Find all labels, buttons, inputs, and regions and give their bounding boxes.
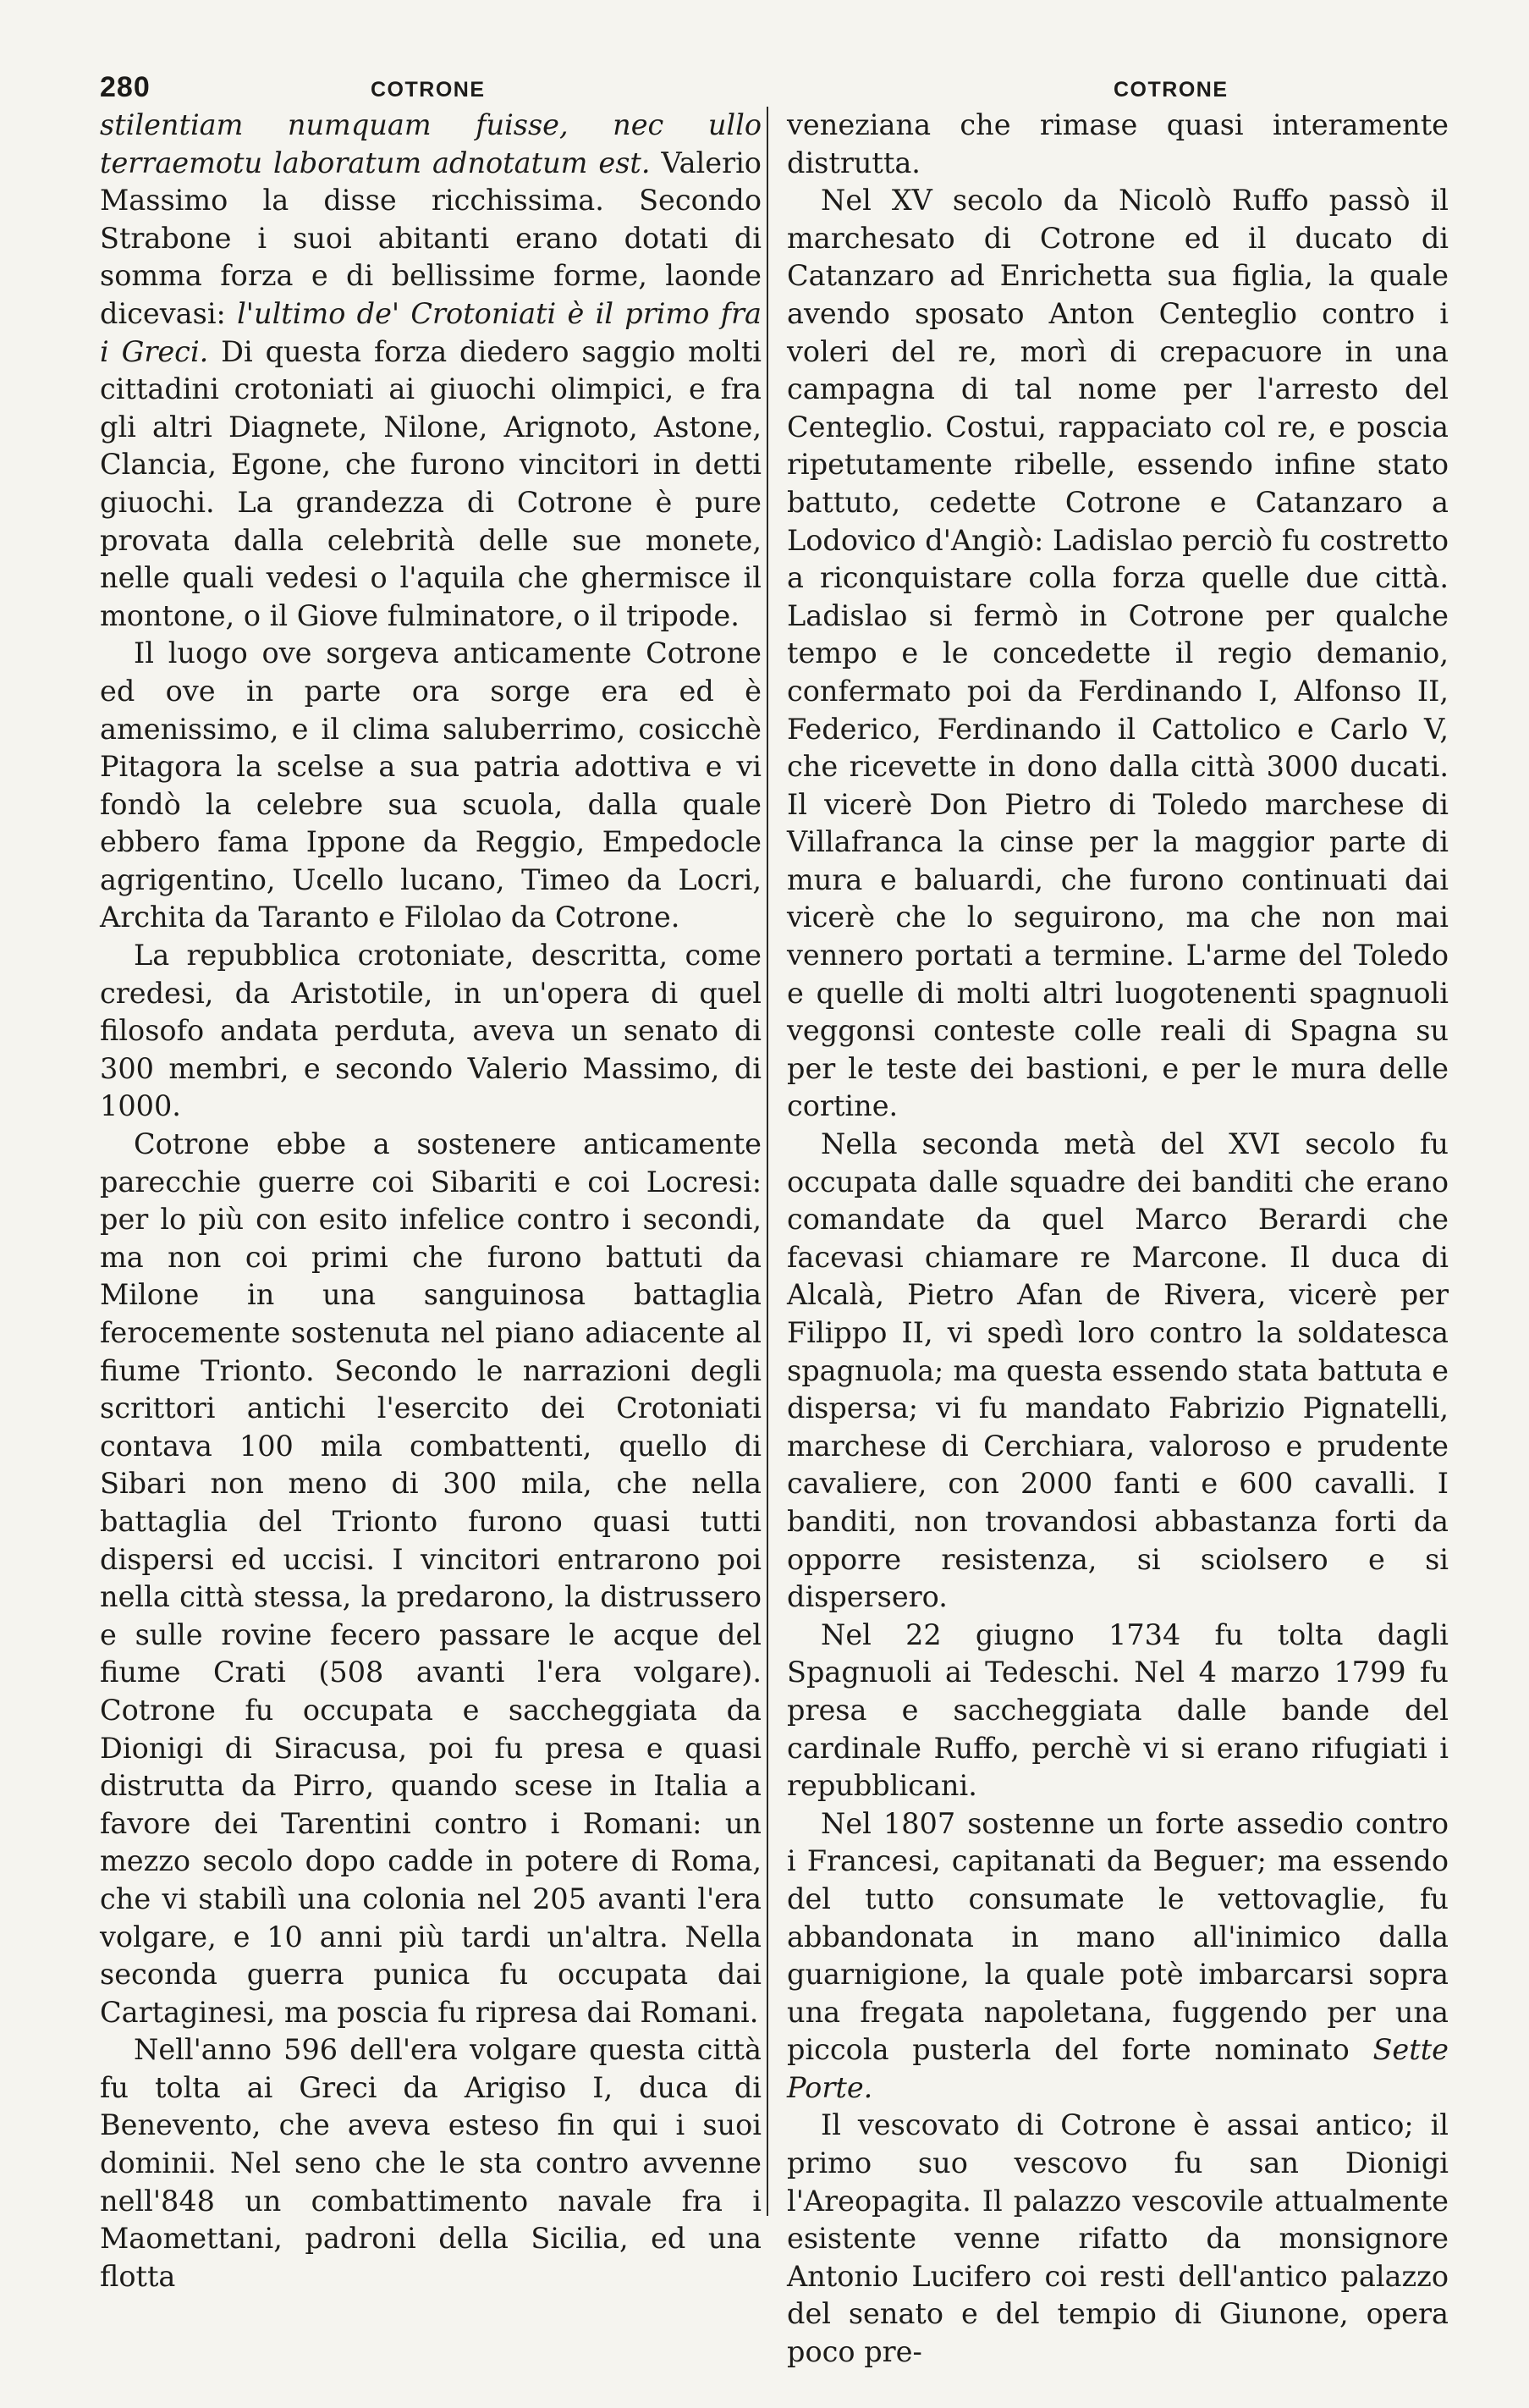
- paragraph: Nel 22 giugno 1734 fu tolta dagli Spagnuoli ai Tedeschi. Nel 4 marzo 1799 fu presa e saccheggiata dalle bande del cardinale Ruffo, perchè vi si erano rifugiati i repubblicani.: [787, 1617, 1449, 1803]
- paragraph-text: Nel 1807 sostenne un forte assedio contro i Francesi, capitanati da Beguer; ma essendo del tutto consumate le vettovaglie, fu abbandonata in mano all'inimico dalla guarnigione, la quale potè imbarcarsi sopra una fregata napoletana, fuggendo per una piccola pusterla del forte nominato: [787, 1806, 1449, 2067]
- paragraph: Il luogo ove sorgeva anticamente Cotrone ed ove in parte ora sorge era ed è amenissimo, e il clima saluberrimo, cosicchè Pitagora la scelse a sua patria adottiva e vi fondò la celebre sua scuola, dalla quale ebbero fama Ippone da Reggio, Empedocle agrigentino, Ucello lucano, Timeo da Locri, Archita da Taranto e Filolao da Cotrone.: [100, 636, 762, 934]
- right-column: [787, 107, 1449, 2372]
- italic-quote: stilentiam numquam fuisse, nec ullo terraemotu laboratum adnotatum est.: [100, 108, 762, 179]
- italic-name: Sette Porte.: [787, 2033, 1449, 2104]
- paragraph: [100, 107, 762, 635]
- paragraph: Nella seconda metà del XVI secolo fu occupata dalle squadre dei banditi che erano comandate da quel Marco Berardi che facevasi chiamare re Marcone. Il duca di Alcalà, Pietro Afan de Rivera, vicerè per Filippo II, vi spedì loro contro la soldatesca spagnuola; ma questa essendo stata battuta e dispersa; vi fu mandato Fabrizio Pignatelli, marchese di Cerchiara, valoroso e prudente cavaliere, con 2000 fanti e 600 cavalli. I banditi, non trovandosi abbastanza forti da opporre resistenza, si sciolsero e si dispersero.: [787, 1127, 1449, 1614]
- paragraph: [787, 1805, 1449, 2108]
- left-column: [100, 107, 762, 2295]
- running-title-left: COTRONE: [371, 78, 486, 102]
- paragraph: Nel XV secolo da Nicolò Ruffo passò il marchesato di Cotrone ed il ducato di Catanzaro ad Enrichetta sua figlia, la quale avendo sposato Anton Centeglio contro i voleri del re, morì di crepacuore in una campagna di tal nome per l'arresto del Centeglio. Costui, rappaciato col re, e poscia ripetutamente ribelle, essendo infine stato battuto, cedette Cotrone e Catanzaro a Lodovico d'Angiò: Ladislao perciò fu costretto a riconquistare colla forza quelle due città. Ladislao si fermò in Cotrone per qualche tempo e le concedette il regio demanio, confermato poi da Ferdinando I, Alfonso II, Federico, Ferdinando il Cattolico e Carlo V, che ricevette in dono dalla città 3000 ducati. Il vicerè Don Pietro di Toledo marchese di Villafranca la cinse per la maggior parte di mura e baluardi, che furono continuati dai vicerè che lo seguirono, ma che non mai vennero portati a termine. L'arme del Toledo e quelle di molti altri luogotenenti spagnuoli veggonsi conteste colle reali di Spagna su per le teste dei bastioni, e per le mura delle cortine.: [787, 184, 1449, 1123]
- paragraph: Cotrone ebbe a sostenere anticamente parecchie guerre coi Sibariti e coi Locresi: per lo più con esito infelice contro i secondi, ma non coi primi che furono battuti da Milone in una sanguinosa battaglia ferocemente sostenuta nel piano adiacente al fiume Trionto. Secondo le narrazioni degli scrittori antichi l'esercito dei Crotoniati contava 100 mila combattenti, quello di Sibari non meno di 300 mila, che nella battaglia del Trionto furono quasi tutti dispersi ed uccisi. I vincitori entrarono poi nella città stessa, la predarono, la distrussero e sulle rovine fecero passare le acque del fiume Crati (508 avanti l'era volgare). Cotrone fu occupata e saccheggiata da Dionigi di Siracusa, poi fu presa e quasi distrutta da Pirro, quando scese in Italia a favore dei Tarentini contro i Romani: un mezzo secolo dopo cadde in potere di Roma, che vi stabilì una colonia nel 205 avanti l'era volgare, e 10 anni più tardi un'altra. Nella seconda guerra punica fu occupata dai Cartaginesi, ma poscia fu ripresa dai Romani.: [100, 1127, 762, 2029]
- paragraph: Nell'anno 596 dell'era volgare questa città fu tolta ai Greci da Arigiso I, duca di Benevento, che aveva esteso fin qui i suoi dominii. Nel seno che le sta contro avvenne nell'848 un combattimento navale fra i Maomettani, padroni della Sicilia, ed una flotta: [100, 2033, 762, 2293]
- page-number: 280: [100, 71, 151, 103]
- running-head: [93, 71, 1464, 108]
- paragraph: veneziana che rimase quasi interamente distrutta.: [787, 108, 1449, 179]
- paragraph: Il vescovato di Cotrone è assai antico; il primo suo vescovo fu san Dionigi l'Areopagita. Il palazzo vescovile attualmente esistente venne rifatto da monsignore Antonio Lucifero coi resti dell'antico palazzo del senato e del tempio di Giunone, opera poco pre-: [787, 2108, 1449, 2369]
- paragraph-text: Valerio Massimo la disse ricchissima. Secondo Strabone i suoi abitanti erano dotati di somma forza e di bellissime forme, laonde dicevasi:: [100, 146, 762, 330]
- italic-quote: l'ultimo de' Crotoniati è il primo fra i Greci.: [100, 296, 762, 368]
- running-title-right: COTRONE: [1114, 78, 1229, 102]
- paragraph-text: Di questa forza diedero saggio molti cittadini crotoniati ai giuochi olimpici, e fra gli altri Diagnete, Nilone, Arignoto, Astone, Clancia, Egone, che furono vincitori in detti giuochi. La grandezza di Cotrone è pure provata dalla celebrità delle sue monete, nelle quali vedesi o l'aquila che ghermisce il montone, o il Giove fulminatore, o il tripode.: [100, 334, 762, 632]
- column-divider: [767, 107, 768, 2216]
- paragraph: La repubblica crotoniate, descritta, come credesi, da Aristotile, in un'opera di quel filosofo andata perduta, aveva un senato di 300 membri, e secondo Valerio Massimo, di 1000.: [100, 939, 762, 1123]
